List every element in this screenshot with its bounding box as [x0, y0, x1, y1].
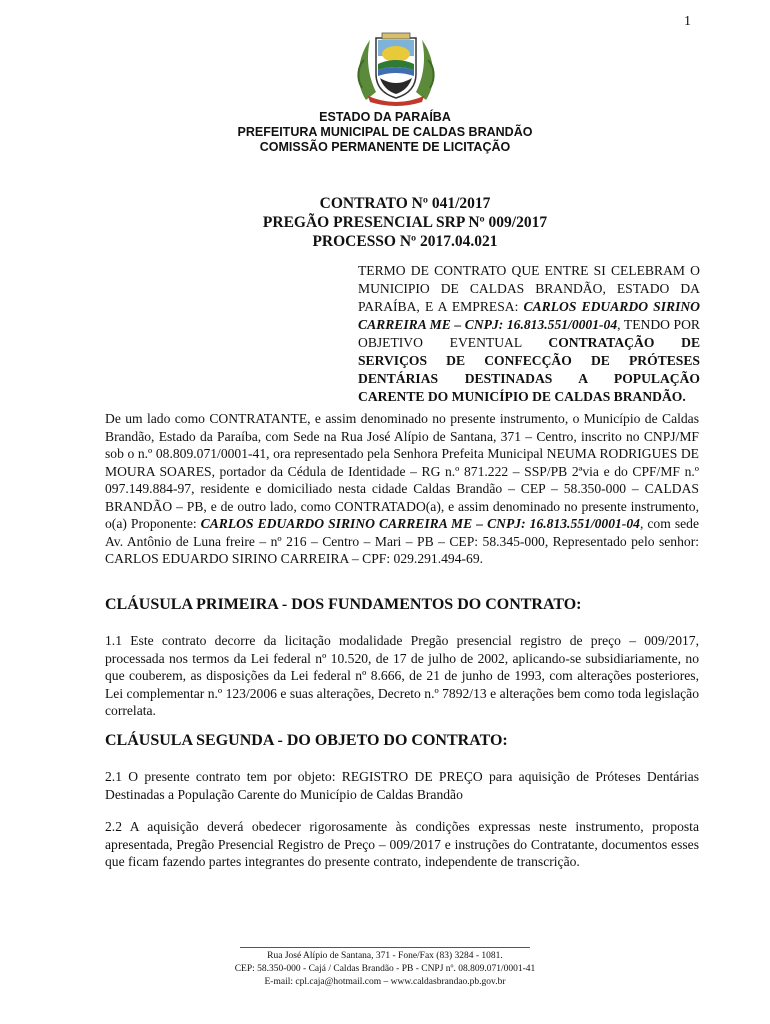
commission-name: COMISSÃO PERMANENTE DE LICITAÇÃO — [259, 140, 511, 154]
institution-header — [0, 110, 770, 155]
footer-cep-cnpj: CEP: 58.350-000 - Cajá / Caldas Brandão - PB - CNPJ nº. 08.809.071/0001-41 — [234, 964, 536, 974]
clause-one-paragraph: 1.1 Este contrato decorre da licitação modalidade Pregão presencial registro de preço – 009/2017, processada nos termos da Lei federal nº 10.520, de 17 de julho de 2002, aplicando-se subsidiariamente, no que couberem, as disposições da Lei federal nº 8.666, de 21 de junho de 1993, com alterações posteriores, Lei complementar n.º 123/2006 e suas alterações, Decreto n.º 7892/13 e alterações bem como toda legislação correlata. — [105, 633, 699, 718]
footer-address: Rua José Alípio de Santana, 371 - Fone/Fax (83) 3284 - 1081. — [267, 951, 503, 961]
contract-summary — [358, 262, 700, 406]
pregao-number: PREGÃO PRESENCIAL SRP Nº 009/2017 — [262, 214, 548, 231]
city-hall-name: PREFEITURA MUNICIPAL DE CALDAS BRANDÃO — [237, 125, 533, 139]
clause-one-heading: CLÁUSULA PRIMEIRA - DOS FUNDAMENTOS DO CONTRATO: — [105, 596, 582, 613]
clause-two-heading: CLÁUSULA SEGUNDA - DO OBJETO DO CONTRATO: — [105, 732, 508, 749]
footer-divider — [240, 947, 530, 948]
contracted-company-intro: CARLOS EDUARDO SIRINO CARREIRA ME – CNPJ: 16.813.551/0001-04 — [200, 516, 640, 531]
summary-text-2: , TENDO POR OBJETIVO EVENTUAL — [358, 317, 700, 350]
contract-number: CONTRATO Nº 041/2017 — [319, 195, 491, 212]
clause-two-paragraph-2: 2.2 A aquisição deverá obedecer rigorosamente às condições expressas neste instrumento, proposta apresentada, Pregão Presencial Registro de Preço – 009/2017 e instruções do Contratante, documentos esses que ficam fazendo partes integrantes do presente contrato, independente de transcrição. — [105, 819, 699, 869]
page-footer — [0, 950, 770, 989]
parties-paragraph — [105, 410, 699, 568]
process-number: PROCESSO Nº 2017.04.021 — [312, 233, 498, 250]
summary-end: . — [682, 389, 686, 404]
municipal-coat-of-arms-icon — [352, 30, 440, 106]
page-number: 1 — [684, 14, 691, 29]
contract-titles — [0, 194, 770, 251]
summary-text: TERMO DE CONTRATO QUE ENTRE SI CELEBRAM O MUNICIPIO DE CALDAS BRANDÃO, ESTADO DA PARAÍBA, E A EMPRESA: — [358, 263, 700, 314]
contract-object: CONTRATAÇÃO DE SERVIÇOS DE CONFECÇÃO DE PRÓTESES DENTÁRIAS DESTINADAS A POPULAÇÃO CARENTE DO MUNICÍPIO DE CALDAS BRANDÃO — [358, 335, 701, 404]
contracted-company: CARLOS EDUARDO SIRINO CARREIRA ME – CNPJ: 16.813.551/0001-04 — [358, 299, 700, 332]
state-name: ESTADO DA PARAÍBA — [319, 110, 451, 124]
footer-contact: E-mail: cpl.caja@hotmail.com – www.caldasbrandao.pb.gov.br — [264, 977, 506, 987]
parties-text: De um lado como CONTRATANTE, e assim denominado no presente instrumento, o Município de Caldas Brandão, Estado da Paraíba, com Sede na Rua José Alípio de Santana, 371 – Centro, inscrito no CNPJ/MF sob o n.º 08.809.071/0001-41, ora representado pela Senhora Prefeita Municipal NEUMA RODRIGUES DE MOURA SOARES, portador da Cédula de Identidade – RG n.º 871.222 – SSP/PB 2ªvia e do CPF/MF n.º 097.149.884-97, residente e domiciliado nesta cidade Caldas Brandão – CEP – 58.350-000 – CALDAS BRANDÃO – PB, e de outro lado, como CONTRATADO(a), e assim denominado no presente instrumento, o(a) Proponente: — [105, 411, 699, 531]
clause-two-paragraph-1: 2.1 O presente contrato tem por objeto: REGISTRO DE PREÇO para aquisição de Próteses Dentárias Destinadas a População Carente do Município de Caldas Brandão — [105, 769, 699, 802]
parties-text-2: , com sede Av. Antônio de Luna freire – nº 216 – Centro – Mari – PB – CEP: 58.345-000, Representado pelo senhor: CARLOS EDUARDO SIRINO CARREIRA – CPF: 029.291.494-69. — [105, 516, 699, 566]
